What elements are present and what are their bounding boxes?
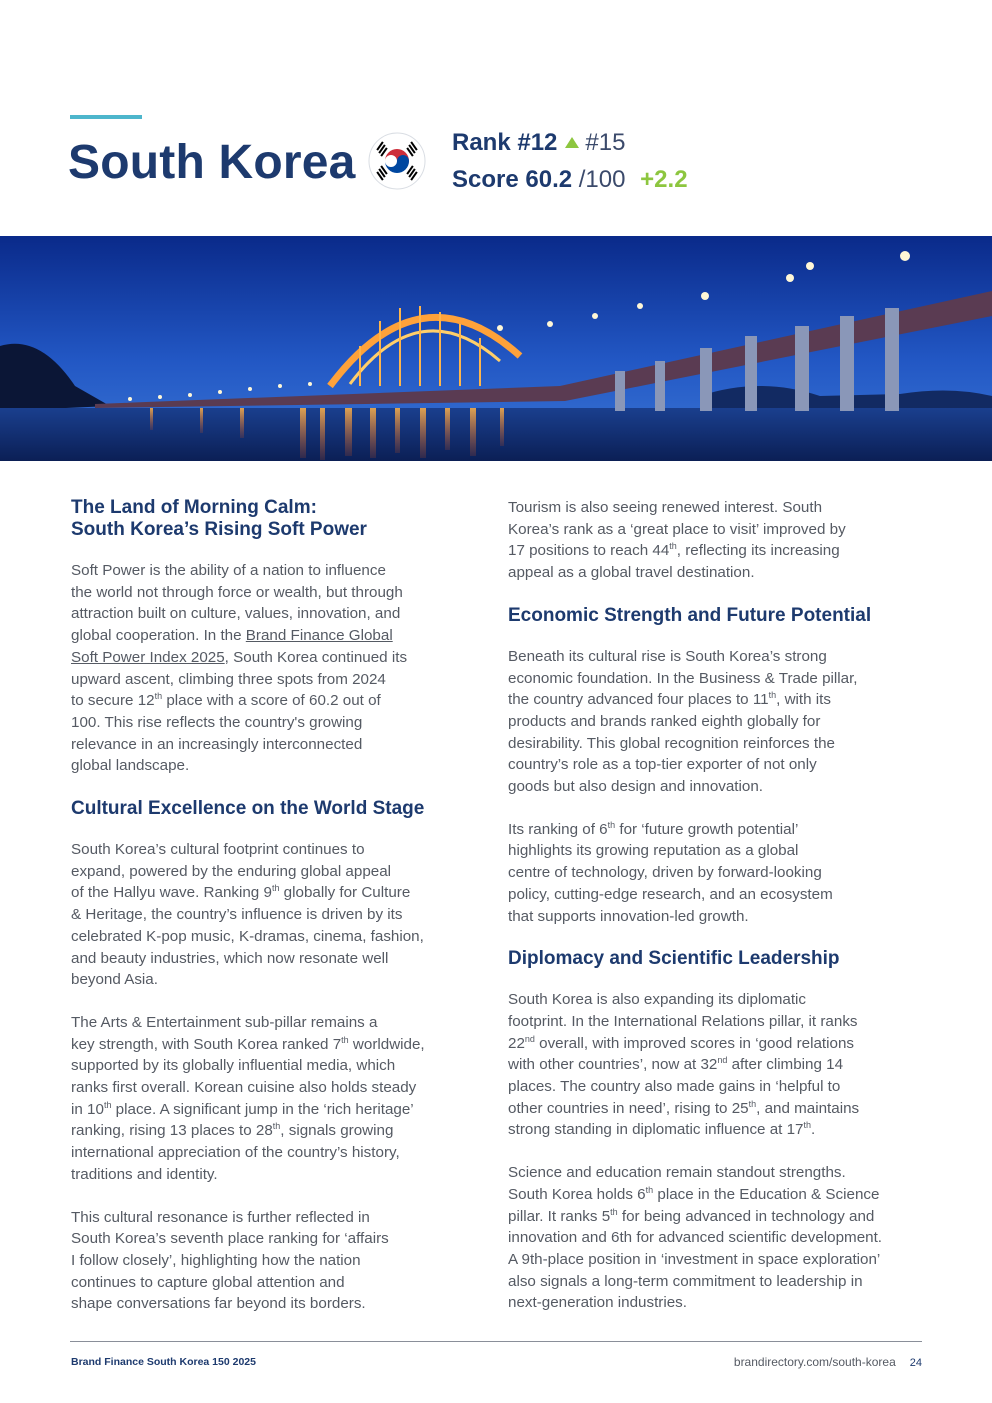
text-run: , and maintains strong standing in diplomatic influence at 17 xyxy=(508,1099,860,1139)
text-run: Its ranking of 6 xyxy=(508,820,608,838)
right-column xyxy=(508,497,923,1335)
text-run: , signals growing international appreciation of the country’s history, traditions and identity. xyxy=(71,1122,400,1183)
score-change: +2.2 xyxy=(640,166,688,193)
section-heading-cultural-excellence: Cultural Excellence on the World Stage xyxy=(71,798,425,820)
paragraph-economic-foundation xyxy=(508,646,923,798)
paragraph-science-education xyxy=(508,1162,923,1314)
footer-right xyxy=(734,1355,922,1369)
previous-rank: #15 xyxy=(585,129,626,156)
score-value: Score 60.2 xyxy=(452,166,573,193)
hero-bridge-photo xyxy=(0,236,992,461)
text-run: Soft Power is the ability of a nation to influence the world not through force or wealth, but through attraction built on culture, values, innovation, and global cooperation. In the xyxy=(71,562,403,645)
text-run: after climbing 14 places. The country also made gains in ‘helpful to other countries in need’, rising to 25 xyxy=(508,1056,844,1117)
text-run: place. A significant jump in the ‘rich heritage’ ranking, rising 13 places to 28 xyxy=(71,1100,414,1140)
title-accent-bar xyxy=(70,115,142,119)
ordinal-suffix: th xyxy=(803,1120,812,1131)
score-line xyxy=(452,165,688,195)
ordinal-suffix: nd xyxy=(524,1033,535,1044)
rank-up-arrow-icon xyxy=(565,137,579,148)
paragraph-soft-power xyxy=(71,560,461,777)
footer-divider xyxy=(70,1341,922,1342)
text-run: South Korea’s cultural footprint continues to expand, powered by the enduring global appeal of the Hallyu wave. Ranking 9 xyxy=(71,841,392,902)
text-run: , reflecting its increasing appeal as a global travel destination. xyxy=(508,542,840,582)
left-column xyxy=(71,497,461,1336)
page-number: 24 xyxy=(909,1357,922,1369)
ordinal-suffix: th xyxy=(748,1098,757,1109)
paragraph-future-growth xyxy=(508,819,923,928)
heading-line-1: The Land of Morning Calm: xyxy=(71,497,317,518)
soft-power-index-link[interactable]: Brand Finance Global Soft Power Index 2025 xyxy=(71,627,393,666)
ordinal-suffix: th xyxy=(607,819,616,830)
ordinal-suffix: th xyxy=(341,1034,349,1045)
footer-publication: Brand Finance South Korea 150 2025 xyxy=(71,1356,256,1368)
ordinal-suffix: th xyxy=(154,691,163,702)
heading-line-2: South Korea’s Rising Soft Power xyxy=(71,519,367,540)
section-heading-diplomacy: Diplomacy and Scientific Leadership xyxy=(508,948,840,970)
ordinal-suffix: th xyxy=(272,1121,281,1132)
paragraph-diplomacy xyxy=(508,989,923,1141)
ordinal-suffix: th xyxy=(669,541,677,552)
paragraph-tourism xyxy=(508,497,923,584)
text-run: for being advanced in technology and innovation and 6th for advanced scientific development. A 9th-place position in ‘investment in space exploration’ also signals a long-term commitment to leadership in next-generation industries. xyxy=(508,1207,883,1312)
text-run: , South Korea continued its upward ascent, climbing three spots from 2024 to secure 12 xyxy=(71,648,408,710)
paragraph-cultural-resonance: This cultural resonance is further reflected in South Korea’s seventh place ranking for ‘affairs I follow closely’, highlighting how the nation continues to capture global attention and shape conversations far beyond its borders. xyxy=(71,1208,389,1313)
paragraph-arts-entertainment xyxy=(71,1012,461,1186)
text-run: , with its products and brands ranked eighth globally for desirability. This global recognition reinforces the country’s role as a top-tier exporter of not only goods but also design and innovation. xyxy=(508,691,835,796)
text-run: place in the Education & Science pillar. It ranks 5 xyxy=(508,1185,880,1225)
text-run: worldwide, supported by its globally influential media, which ranks first overall. Korean cuisine also holds steady in 10 xyxy=(71,1035,425,1118)
south-korea-flag-icon xyxy=(368,132,426,190)
section-heading-soft-power xyxy=(71,497,461,541)
ordinal-suffix: th xyxy=(768,690,777,701)
rank-line xyxy=(452,128,625,158)
text-run: place with a score of 60.2 out of 100. This rise reflects the country's growing relevance in an increasingly interconnected global landscape. xyxy=(71,692,381,775)
text-run: . xyxy=(811,1121,816,1139)
page-title: South Korea xyxy=(68,136,356,189)
text-run: Beneath its cultural rise is South Korea’s strong economic foundation. In the Business & Trade pillar, the country advanced four places to 11 xyxy=(508,647,858,709)
text-run: Science and education remain standout strengths. South Korea holds 6 xyxy=(508,1164,846,1203)
ordinal-suffix: th xyxy=(103,1099,112,1110)
text-run: South Korea is also expanding its diplomatic footprint. In the International Relations pillar, it ranks 22 xyxy=(508,991,858,1052)
text-run: globally for Culture & Heritage, the country’s influence is driven by its celebrated K-pop music, K-dramas, cinema, fashion, and beauty industries, which now resonate well beyond Asia. xyxy=(71,884,424,989)
ordinal-suffix: th xyxy=(271,883,280,894)
text-run: Tourism is also seeing renewed interest. South Korea’s rank as a ‘great place to visit’ improved by 17 positions to reach 44 xyxy=(508,499,846,560)
text-run: The Arts & Entertainment sub-pillar remains a key strength, with South Korea ranked 7 xyxy=(71,1013,378,1053)
footer-url-link[interactable]: brandirectory.com/south-korea xyxy=(733,1355,896,1369)
paragraph-cultural-footprint xyxy=(71,839,461,991)
rank-value: Rank #12 xyxy=(452,129,558,156)
ordinal-suffix: th xyxy=(610,1206,618,1217)
score-max: /100 xyxy=(578,166,626,193)
ordinal-suffix: nd xyxy=(717,1055,728,1066)
section-heading-economic-strength: Economic Strength and Future Potential xyxy=(508,604,872,626)
ordinal-suffix: th xyxy=(645,1184,654,1195)
text-run: for ‘future growth potential’ highlights its growing reputation as a global centre of technology, driven by forward-looking policy, cutting-edge research, and an ecosystem that supports innovation-led growth. xyxy=(508,820,833,925)
text-run: overall, with improved scores in ‘good relations with other countries’, now at 32 xyxy=(508,1034,855,1074)
